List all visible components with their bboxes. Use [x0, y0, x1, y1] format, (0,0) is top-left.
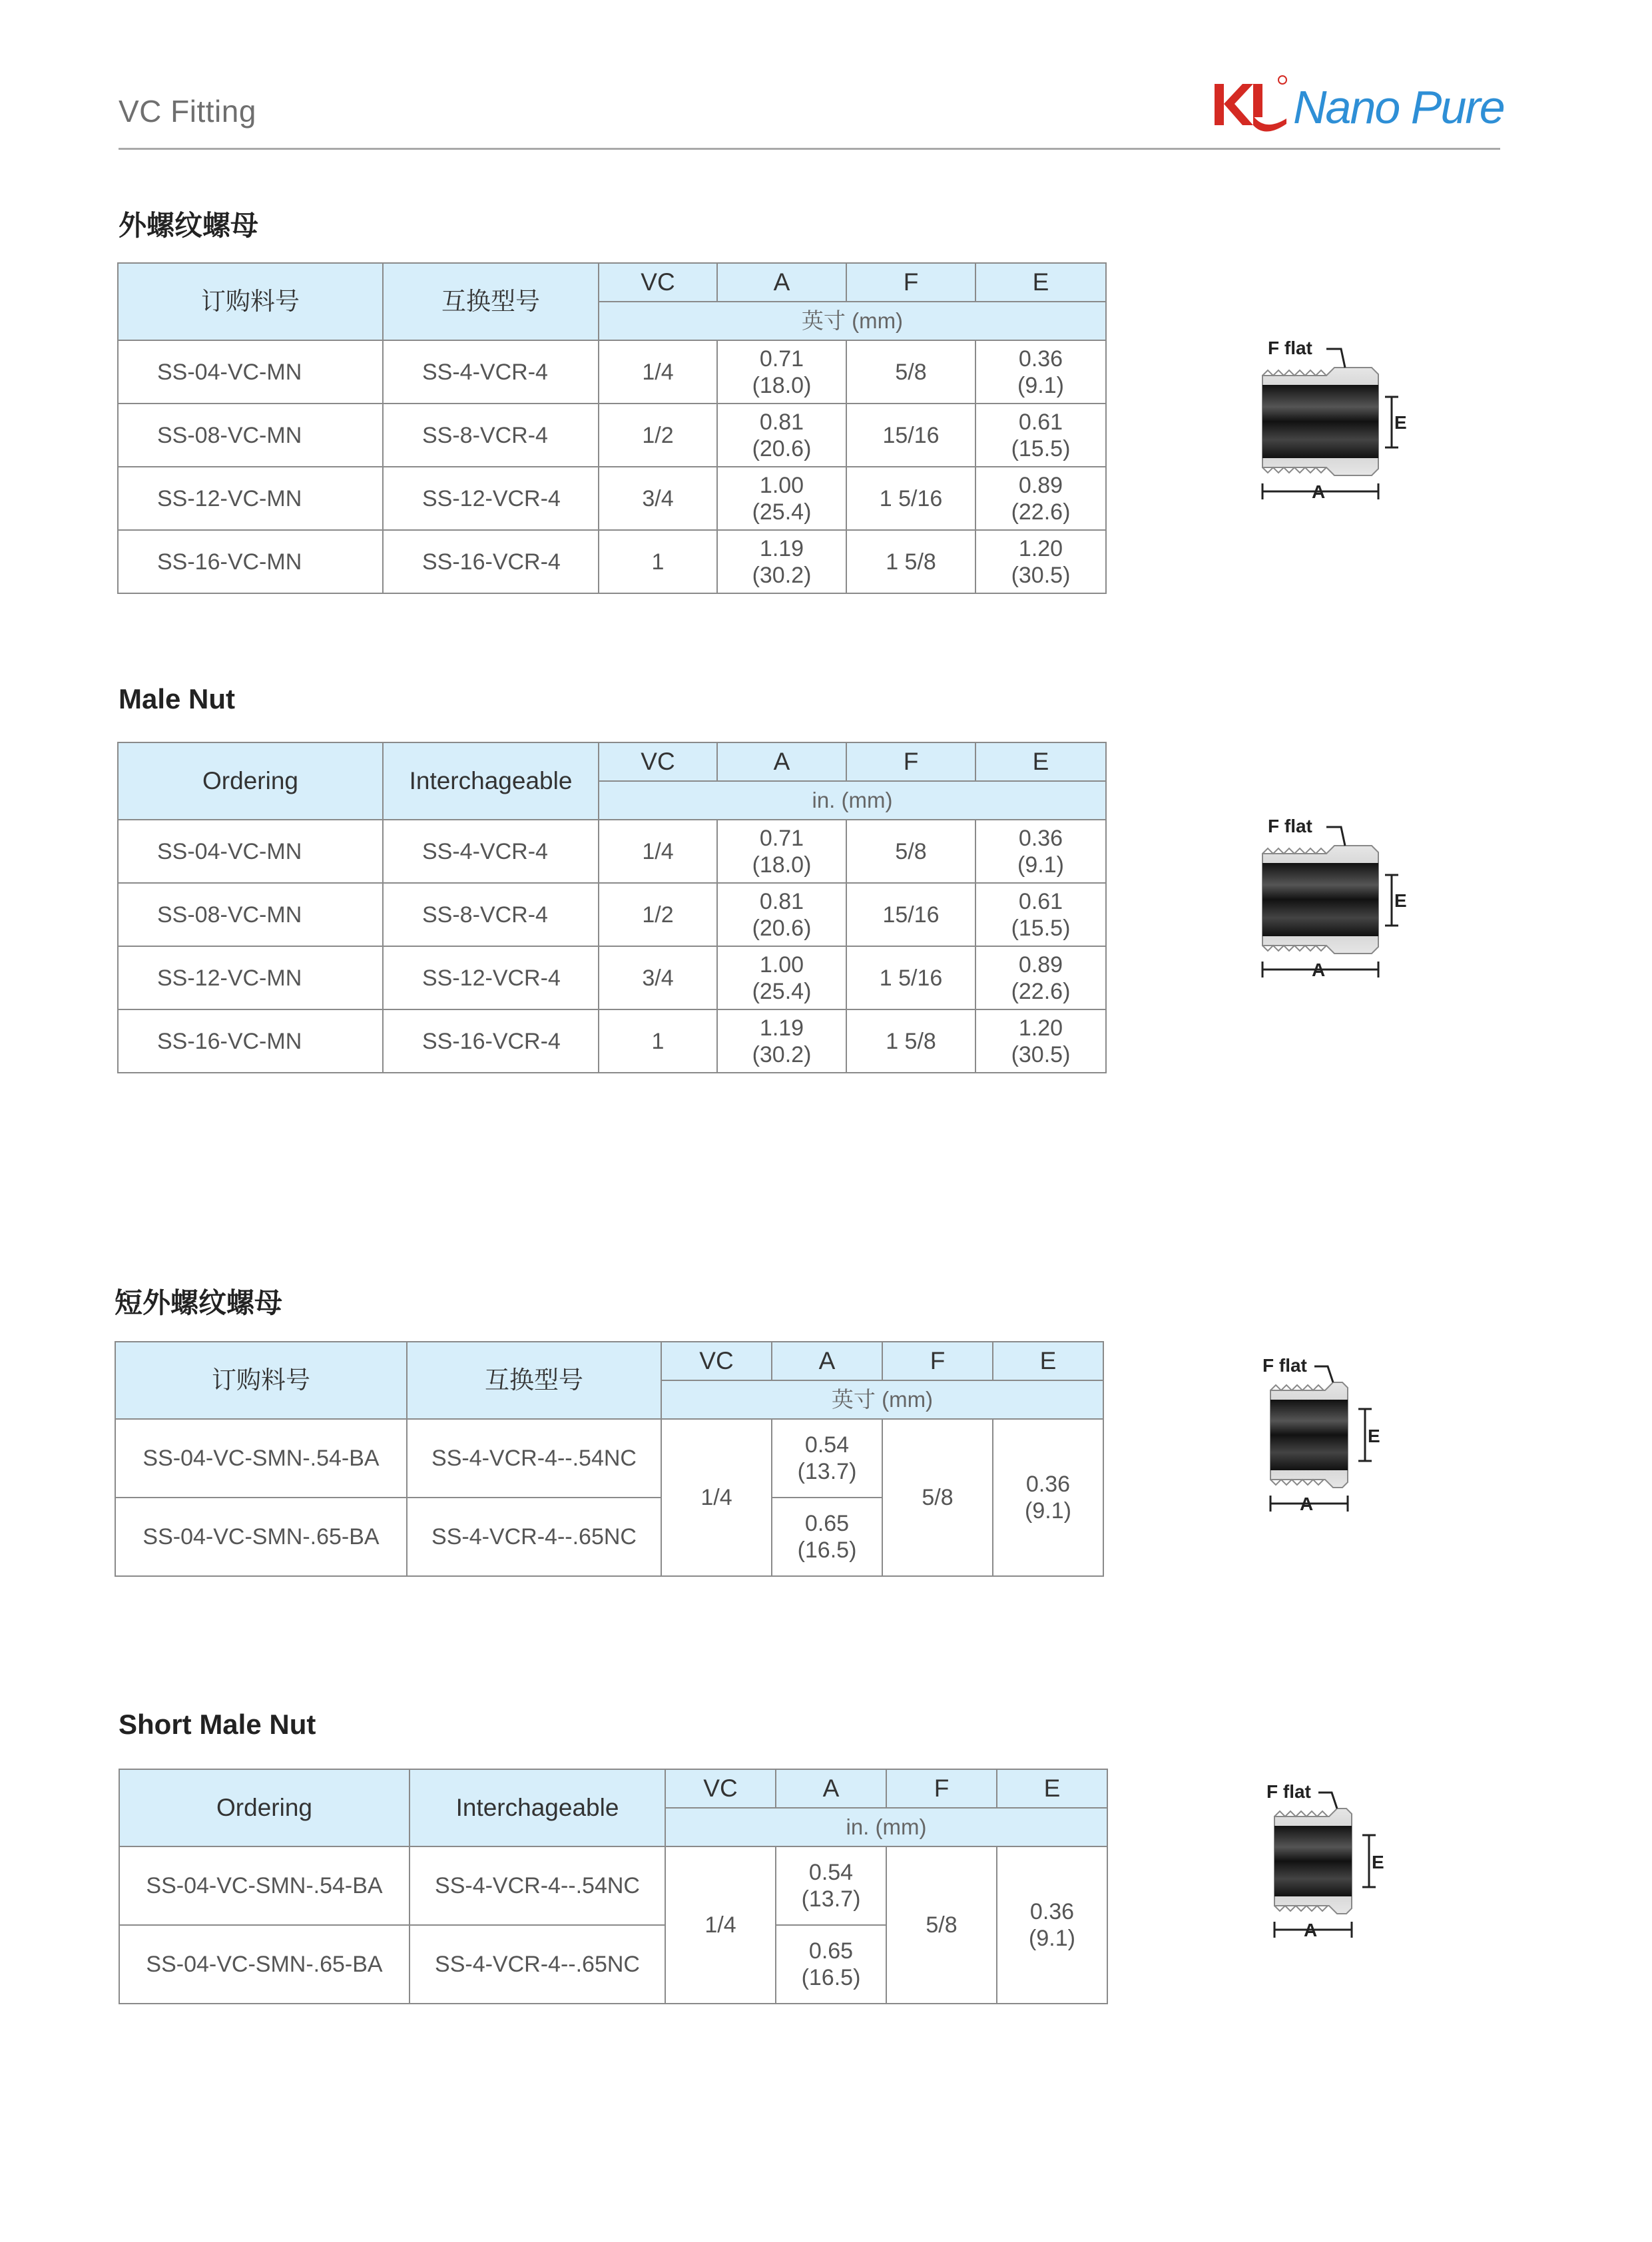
col-header-a: A: [772, 1342, 882, 1380]
units-header: 英寸 (mm): [599, 302, 1106, 340]
col-header-e: E: [997, 1769, 1107, 1808]
cell-f: 15/16: [846, 883, 975, 946]
table-row: [118, 340, 1106, 404]
short-male-nut-drawing: [1258, 1345, 1405, 1525]
cell-ordering: SS-16-VC-MN: [118, 530, 383, 593]
cell-f: 5/8: [886, 1846, 997, 2004]
cell-e-mm: (9.1): [1029, 1926, 1075, 1951]
cell-a-mm: (25.4): [752, 499, 812, 525]
col-header-interchangeable: Interchageable: [410, 1769, 665, 1846]
section-title: Male Nut: [119, 683, 236, 714]
cell-ordering: SS-12-VC-MN: [118, 467, 383, 530]
cell-interchangeable: SS-16-VCR-4: [383, 530, 599, 593]
f-flat-label: F flat: [1268, 338, 1312, 358]
cell-a-in: 1.19: [759, 1015, 804, 1041]
dim-a-label: A: [1312, 481, 1326, 502]
cell-a: [717, 340, 846, 404]
cell-a: [772, 1498, 882, 1576]
cell-ordering: SS-04-VC-SMN-.54-BA: [115, 1419, 407, 1498]
cell-e-mm: (15.5): [1011, 435, 1071, 461]
cell-a-in: 0.65: [808, 1938, 854, 1964]
cell-a-in: 1.00: [759, 472, 804, 498]
cell-a-mm: (13.7): [801, 1886, 861, 1912]
cell-e: [975, 883, 1106, 946]
cell-f: 1 5/8: [846, 1009, 975, 1073]
f-flat-label: F flat: [1266, 1781, 1311, 1802]
cell-interchangeable: SS-12-VCR-4: [383, 946, 599, 1009]
table-row: [115, 1419, 1103, 1498]
cell-a: [717, 404, 846, 467]
cell-e-mm: (30.5): [1011, 562, 1071, 588]
section-title: 外螺纹螺母: [119, 210, 259, 241]
col-header-a: A: [717, 742, 846, 781]
cell-e-in: 0.89: [1018, 472, 1063, 498]
cell-a-in: 0.71: [759, 825, 804, 851]
cell-ordering: SS-12-VC-MN: [118, 946, 383, 1009]
cell-vc: 1/4: [661, 1419, 772, 1576]
col-header-interchangeable: 互换型号: [383, 263, 599, 340]
col-header-ordering: Ordering: [119, 1769, 410, 1846]
cell-vc: 3/4: [599, 946, 717, 1009]
cell-e: [975, 946, 1106, 1009]
header-divider: [119, 148, 1500, 150]
cell-a-mm: (30.2): [752, 562, 812, 588]
cell-f: 5/8: [846, 340, 975, 404]
col-header-f: F: [846, 263, 975, 302]
cell-a: [717, 883, 846, 946]
table-row: [119, 1846, 1107, 1925]
cell-ordering: SS-04-VC-SMN-.65-BA: [115, 1498, 407, 1576]
col-header-interchangeable: 互换型号: [407, 1342, 661, 1419]
brand-name: [1293, 81, 1504, 133]
units-header: 英寸 (mm): [661, 1380, 1103, 1419]
cell-interchangeable: SS-8-VCR-4: [383, 883, 599, 946]
cell-a-mm: (18.0): [752, 852, 812, 878]
cell-e-mm: (15.5): [1011, 915, 1071, 941]
cell-vc: 1: [599, 530, 717, 593]
cell-a-in: 0.71: [759, 346, 804, 372]
male-nut-drawing: [1252, 333, 1425, 513]
cell-a-in: 1.19: [759, 535, 804, 561]
cell-interchangeable: SS-4-VCR-4--.65NC: [410, 1925, 665, 2004]
col-header-vc: VC: [599, 263, 717, 302]
cell-f: 5/8: [846, 820, 975, 883]
cell-a-in: 0.81: [759, 409, 804, 435]
cell-e: [975, 467, 1106, 530]
cell-a: [717, 467, 846, 530]
cell-f: 1 5/16: [846, 467, 975, 530]
section-title: 短外螺纹螺母: [115, 1287, 283, 1318]
table-row: [118, 820, 1106, 883]
table-row: [118, 946, 1106, 1009]
cell-e: [975, 404, 1106, 467]
cell-a: [776, 1925, 886, 2004]
col-header-f: F: [882, 1342, 993, 1380]
dim-e-label: E: [1372, 1852, 1384, 1872]
male-nut-drawing: [1252, 811, 1425, 991]
cell-e-mm: (9.1): [1017, 372, 1064, 398]
dim-e-label: E: [1368, 1426, 1380, 1446]
cell-interchangeable: SS-4-VCR-4: [383, 340, 599, 404]
cell-a-mm: (13.7): [797, 1459, 857, 1484]
cell-a-mm: (20.6): [752, 435, 812, 461]
cell-a: [772, 1419, 882, 1498]
col-header-a: A: [717, 263, 846, 302]
cell-e-in: 1.20: [1018, 535, 1063, 561]
cell-e-in: 0.89: [1018, 952, 1063, 978]
cell-e-mm: (30.5): [1011, 1041, 1071, 1067]
f-flat-label: F flat: [1262, 1355, 1307, 1376]
cell-f: 5/8: [882, 1419, 993, 1576]
cell-a-mm: (18.0): [752, 372, 812, 398]
cell-ordering: SS-04-VC-MN: [118, 820, 383, 883]
cell-e: [975, 820, 1106, 883]
cell-e: [975, 530, 1106, 593]
cell-a: [717, 946, 846, 1009]
cell-interchangeable: SS-4-VCR-4--.54NC: [407, 1419, 661, 1498]
cell-e-in: 0.61: [1018, 888, 1063, 914]
cell-interchangeable: SS-4-VCR-4--.65NC: [407, 1498, 661, 1576]
cell-e-mm: (9.1): [1017, 852, 1064, 878]
spec-table: [117, 262, 1107, 594]
col-header-vc: VC: [665, 1769, 776, 1808]
cell-vc: 3/4: [599, 467, 717, 530]
cell-a: [776, 1846, 886, 1925]
cell-vc: 1/4: [599, 820, 717, 883]
cell-f: 15/16: [846, 404, 975, 467]
col-header-f: F: [886, 1769, 997, 1808]
cell-vc: 1: [599, 1009, 717, 1073]
cell-e: [975, 340, 1106, 404]
spec-table: [117, 742, 1107, 1073]
cell-vc: 1/2: [599, 883, 717, 946]
cell-ordering: SS-04-VC-SMN-.65-BA: [119, 1925, 410, 2004]
col-header-e: E: [975, 742, 1106, 781]
brand-name-text: Nano Pure: [1293, 81, 1504, 133]
cell-e-mm: (9.1): [1025, 1498, 1071, 1524]
dim-a-label: A: [1300, 1494, 1314, 1514]
cell-e-in: 1.20: [1018, 1015, 1063, 1041]
cell-a-mm: (25.4): [752, 978, 812, 1004]
section-title: Short Male Nut: [119, 1709, 316, 1740]
cell-interchangeable: SS-16-VCR-4: [383, 1009, 599, 1073]
cell-e-in: 0.36: [1018, 825, 1063, 851]
cell-e-mm: (22.6): [1011, 978, 1071, 1004]
short-male-nut-drawing: [1262, 1771, 1409, 1951]
cell-interchangeable: SS-12-VCR-4: [383, 467, 599, 530]
cell-e: [975, 1009, 1106, 1073]
cell-a-in: 0.81: [759, 888, 804, 914]
cell-interchangeable: SS-8-VCR-4: [383, 404, 599, 467]
page-title: VC Fitting: [119, 94, 256, 129]
cell-vc: 1/4: [599, 340, 717, 404]
cell-e: [997, 1846, 1107, 2004]
col-header-vc: VC: [599, 742, 717, 781]
dim-e-label: E: [1394, 890, 1407, 911]
cell-e: [993, 1419, 1103, 1576]
cell-a-mm: (16.5): [801, 1965, 861, 1990]
col-header-ordering: 订购料号: [118, 263, 383, 340]
table-row: [118, 530, 1106, 593]
col-header-f: F: [846, 742, 975, 781]
f-flat-label: F flat: [1268, 816, 1312, 836]
col-header-ordering: Ordering: [118, 742, 383, 820]
table-row: [118, 883, 1106, 946]
cell-a-in: 0.54: [804, 1432, 850, 1458]
cell-a-mm: (16.5): [797, 1538, 857, 1563]
col-header-e: E: [975, 263, 1106, 302]
brand-logo: [1212, 71, 1505, 137]
cell-f: 1 5/16: [846, 946, 975, 1009]
units-header: in. (mm): [599, 781, 1106, 820]
units-header: in. (mm): [665, 1808, 1107, 1846]
cell-ordering: SS-08-VC-MN: [118, 404, 383, 467]
table-row: [118, 467, 1106, 530]
cell-e-in: 0.36: [1018, 346, 1063, 372]
cell-a-in: 0.65: [804, 1511, 850, 1536]
cell-e-in: 0.61: [1018, 409, 1063, 435]
cell-a: [717, 530, 846, 593]
spec-table: [115, 1341, 1104, 1577]
col-header-ordering: 订购料号: [115, 1342, 407, 1419]
col-header-vc: VC: [661, 1342, 772, 1380]
cell-a-in: 1.00: [759, 952, 804, 978]
col-header-a: A: [776, 1769, 886, 1808]
cell-a-in: 0.54: [808, 1860, 854, 1885]
cell-a: [717, 1009, 846, 1073]
cell-e-in: 0.36: [1029, 1899, 1075, 1924]
cell-ordering: SS-16-VC-MN: [118, 1009, 383, 1073]
dim-a-label: A: [1312, 960, 1326, 980]
cell-vc: 1/4: [665, 1846, 776, 2004]
cell-a-mm: (30.2): [752, 1041, 812, 1067]
cell-f: 1 5/8: [846, 530, 975, 593]
cell-a-mm: (20.6): [752, 915, 812, 941]
cell-a: [717, 820, 846, 883]
col-header-e: E: [993, 1342, 1103, 1380]
cell-ordering: SS-04-VC-MN: [118, 340, 383, 404]
cell-interchangeable: SS-4-VCR-4--.54NC: [410, 1846, 665, 1925]
cell-interchangeable: SS-4-VCR-4: [383, 820, 599, 883]
dim-a-label: A: [1304, 1920, 1318, 1940]
cell-vc: 1/2: [599, 404, 717, 467]
table-row: [118, 404, 1106, 467]
spec-table: [119, 1769, 1108, 2004]
cell-ordering: SS-04-VC-SMN-.54-BA: [119, 1846, 410, 1925]
cell-e-in: 0.36: [1025, 1472, 1071, 1497]
dim-e-label: E: [1394, 412, 1407, 433]
kl-logo-mark: [1212, 75, 1290, 136]
table-row: [118, 1009, 1106, 1073]
cell-ordering: SS-08-VC-MN: [118, 883, 383, 946]
cell-e-mm: (22.6): [1011, 499, 1071, 525]
col-header-interchangeable: Interchageable: [383, 742, 599, 820]
